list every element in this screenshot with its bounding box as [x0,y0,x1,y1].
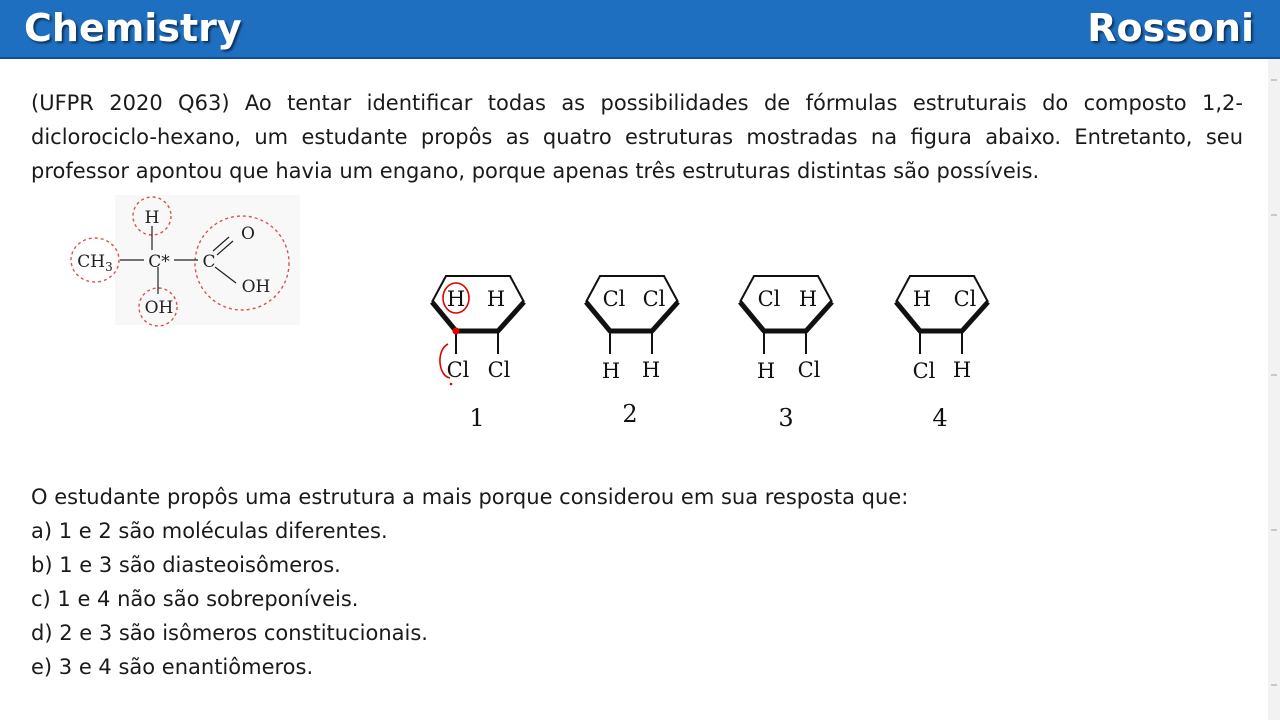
label-oh-bottom: OH [144,298,174,318]
red-annotation-dot [453,328,460,335]
structure-1-bottom-left: Cl [446,358,470,382]
question-text: (UFPR 2020 Q63) Ao tentar identificar todas as possibilidades de fórmulas estruturais do composto 1,2-diclorociclo-hexano, um estudante propôs as quatro estruturas mostradas na figura abaixo. Entretanto, seu professor apontou que havia um engano, porque apenas três estruturas distintas são possíveis. [31,91,1243,183]
structure-2-top-right: Cl [642,287,666,311]
cyclohexane-structures [420,268,1010,438]
scrollbar-tick [1271,214,1277,216]
scrollbar-tick [1271,529,1277,531]
red-annotation-mark [450,383,453,386]
label-h-top: H [144,208,160,228]
label-ch3: $CH_3$ [77,252,113,274]
author-brand: Rossoni [1087,6,1254,50]
structure-3-top-right: H [798,287,818,311]
subject-title: Chemistry [24,6,242,50]
structure-1-number: 1 [469,404,485,432]
scrollbar-tick [1271,79,1277,81]
option-d[interactable]: d) 2 e 3 são isômeros constitucionais. [31,621,428,645]
scrollbar-tick [1271,684,1277,686]
structure-3-top-left: Cl [757,287,781,311]
label-carbonyl-o: O [241,224,255,244]
header-bar [0,0,1280,59]
structure-3 [740,276,832,432]
option-c[interactable]: c) 1 e 4 não são sobreponíveis. [31,587,359,611]
structure-1-bottom-right: Cl [487,358,511,382]
structure-2-bottom-left: H [601,359,621,383]
structure-1-top-right: H [486,287,506,311]
structure-4-top-left: H [912,287,932,311]
structure-2 [586,276,678,428]
question-prompt: O estudante propôs uma estrutura a mais porque considerou em sua resposta que: [31,485,909,509]
structure-3-number: 3 [778,404,794,432]
structure-3-bottom-left: H [756,359,776,383]
option-b[interactable]: b) 1 e 3 são diasteoisômeros. [31,553,341,577]
structure-4-number: 4 [932,404,948,432]
scrollbar[interactable] [1268,59,1280,720]
structure-1 [432,276,524,432]
label-oh-right: OH [241,277,271,297]
structure-2-bottom-right: H [641,358,661,382]
option-e[interactable]: e) 3 e 4 são enantiômeros. [31,655,314,679]
structure-4 [896,276,988,432]
structure-2-top-left: Cl [602,287,626,311]
structure-3-bottom-right: Cl [797,358,821,382]
scrollbar-tick [1271,374,1277,376]
structure-4-bottom-right: H [952,358,972,382]
structure-1-top-left: H [446,287,466,311]
option-a[interactable]: a) 1 e 2 são moléculas diferentes. [31,519,388,543]
structure-4-top-right: Cl [953,287,977,311]
structure-2-number: 2 [622,400,638,428]
lactic-acid-diagram [70,195,300,330]
structure-4-bottom-left: Cl [912,359,936,383]
label-carboxyl-carbon: C [202,252,216,272]
label-chiral-carbon: C* [148,252,170,272]
answer-options [31,514,428,684]
